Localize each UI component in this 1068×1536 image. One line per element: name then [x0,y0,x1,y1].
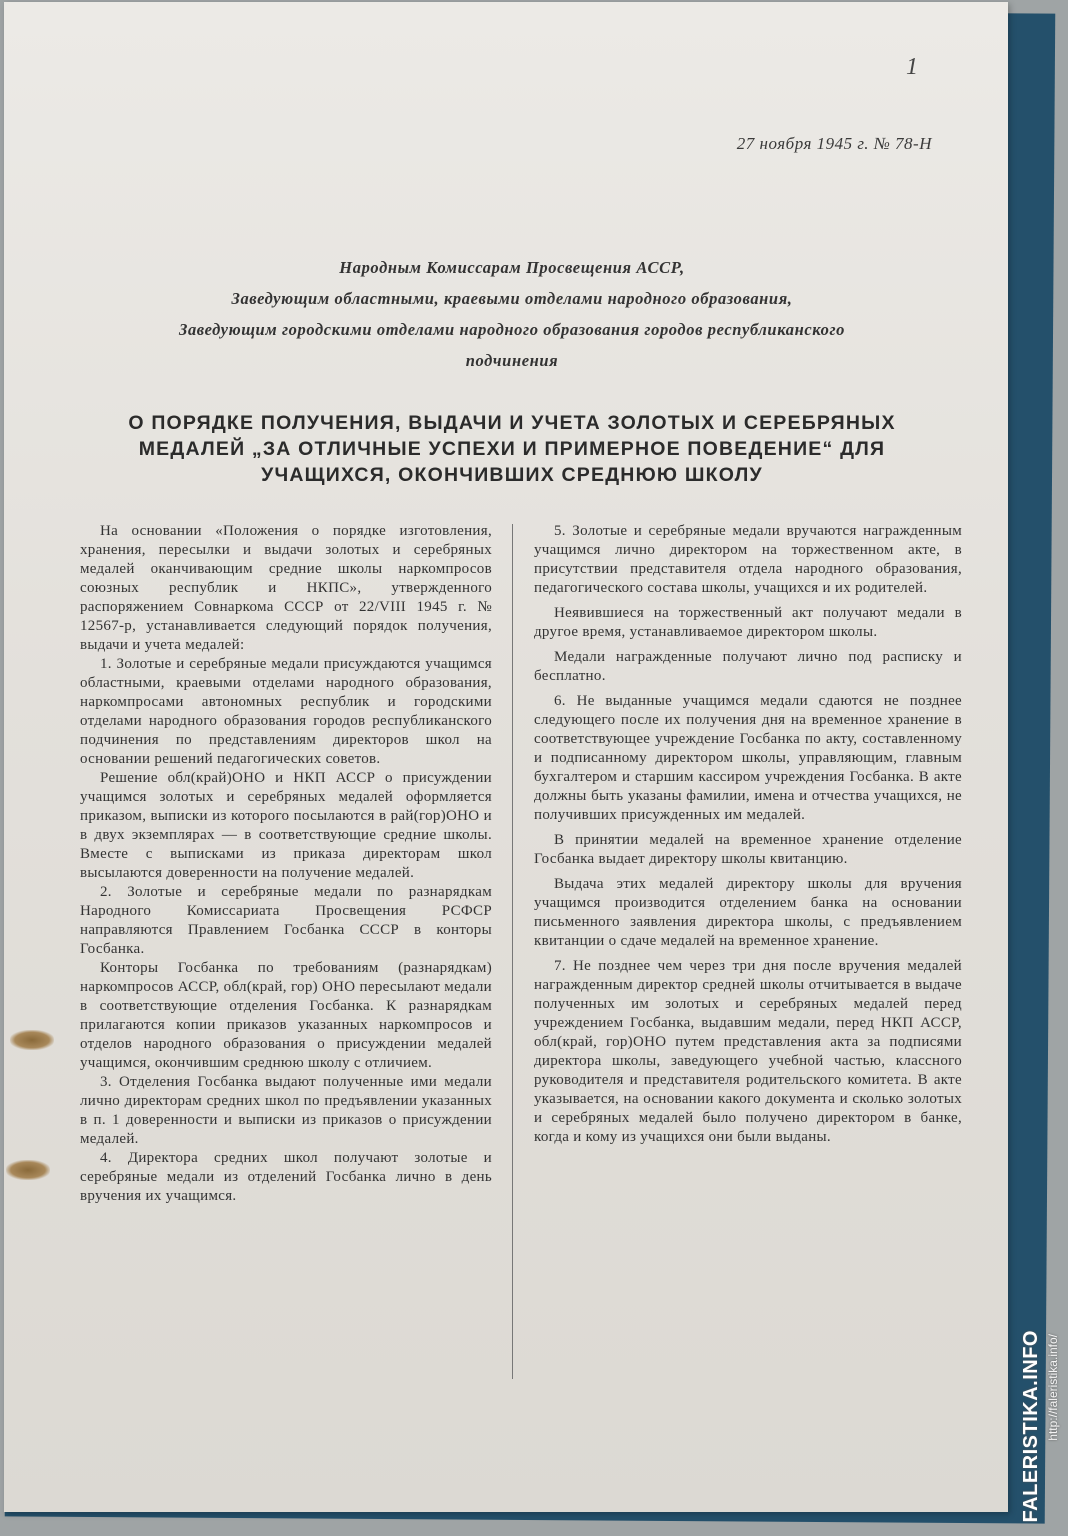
paragraph: 6. Не выданные учащимся медали сдаются не позднее следующего после их получения дня на временное хранение в соответствующее учреждение Госбанка по акту, составленному и подписанному директором школы, управляющим, главным бухгалтером и старшим кассиром учреждения Госбанка. В акте должны быть указаны фамилии, имена и отчества учащихся, не получивших присужденных им медалей. [534,693,962,823]
paragraph: 4. Директора средних школ получают золотые и серебряные медали из отделений Госбанка лично в день вручения их учащимся. [80,1150,492,1204]
addressee-line: Заведующим городскими отделами народного образования городов республиканского [178,320,846,339]
paragraph: Конторы Госбанка по требованиям (разнарядкам) наркомпросов АССР, обл(край, гор) ОНО пересылают медали в соответствующие отделения Госбанка. К разнарядкам прилагаются копии приказов указанных наркомпросов и отделов народного образования о присуждении медалей учащимся, окончившим среднюю школу с отличием. [80,960,492,1071]
left-column [80,522,492,1206]
addressee-line: Заведующим областными, краевыми отделами народного образования, [231,289,793,308]
paragraph: 7. Не позднее чем через три дня после вручения медалей награжденным директор средней школы отчитывается в выдаче полученных им золотых и серебряных медалей перед учреждением Госбанка, выдавшим медали, перед НКП АССР, обл(край, гор)ОНО путем представления акта за подписями директора школы, заведующего учебной частью, классного руководителя и представителя родительского комитета. В акте указывается, на основании какого документа и сколько золотых и серебряных медалей было получено директором в банке, когда и кому из учащихся они были выданы. [534,958,962,1145]
addressee-line: подчинения [465,351,559,370]
paragraph: 3. Отделения Госбанка выдают полученные ими медали лично директорам средних школ по предъявлении указанных в п. 1 доверенности и выписки из приказов о присуждении медалей. [80,1074,492,1147]
title-line: МЕДАЛЕЙ „ЗА ОТЛИЧНЫЕ УСПЕХИ И ПРИМЕРНОЕ ПОВЕДЕНИЕ“ ДЛЯ [138,438,886,460]
paragraph: Выдача этих медалей директору школы для вручения учащимся производится отделением банка на основании письменного заявления директора школы, с предъявлением квитанции о сдаче медалей на временное хранение. [534,876,962,949]
document-page [4,2,1008,1512]
paragraph: На основании «Положения о порядке изготовления, хранения, пересылки и выдачи золотых и серебряных медалей оканчивающим средние школы наркомпросов союзных республик и НКПС», утвержденного распоряжением Совнаркома СССР от 22/VIII 1945 г. № 12567-р, устанавливается следующий порядок получения, выдачи и учета медалей: [80,523,492,653]
document-title [64,410,960,488]
right-column [534,522,962,1153]
paragraph: Медали награжденные получают лично под расписку и бесплатно. [534,649,962,684]
document-date-number: 27 ноября 1945 г. № 78-Н [736,134,932,153]
paragraph: 5. Золотые и серебряные медали вручаются награжденным учащимся лично директором на торжественном акте, в присутствии представителя отдела народного образования, педагогического состава школы, учащихся и их родителей. [534,523,962,596]
binding-hole [10,1030,54,1050]
watermark [1012,1330,1068,1536]
binding-hole [6,1160,50,1180]
paragraph: Неявившиеся на торжественный акт получают медали в другое время, устанавливаемое директором школы. [534,605,962,640]
watermark-brand: FALERISTIKA.INFO [1020,1330,1042,1523]
addressee-line: Народным Комиссарам Просвещения АССР, [339,258,685,277]
title-line: УЧАЩИХСЯ, ОКОНЧИВШИХ СРЕДНЮЮ ШКОЛУ [261,464,763,486]
paragraph: Решение обл(край)ОНО и НКП АССР о присуждении учащимся золотых и серебряных медалей оформляется приказом, выписки из которого посылаются в рай(гор)ОНО и в двух экземплярах — в соответствующие средние школы. Вместе с выписками из приказа директорам школ высылаются доверенности на получение медалей. [80,770,492,881]
column-divider [512,524,513,1379]
paragraph: 2. Золотые и серебряные медали по разнарядкам Народного Комиссариата Просвещения РСФСР направляются Правлением Госбанка СССР в конторы Госбанка. [80,884,492,957]
addressees-block [74,252,950,376]
watermark-url: http://faleristika.info/ [1046,1334,1060,1441]
paragraph: В принятии медалей на временное хранение отделение Госбанка выдает директору школы квитанцию. [534,832,962,867]
title-line: О ПОРЯДКЕ ПОЛУЧЕНИЯ, ВЫДАЧИ И УЧЕТА ЗОЛОТЫХ И СЕРЕБРЯНЫХ [128,412,896,434]
page-number: 1 [906,54,918,80]
paragraph: 1. Золотые и серебряные медали присуждаются учащимся областными, краевыми отделами народного образования, наркомпросами автономных республик и городскими отделами народного образования городов республиканского подчинения по представлениям директоров школ на основании решений педагогических советов. [80,656,492,767]
